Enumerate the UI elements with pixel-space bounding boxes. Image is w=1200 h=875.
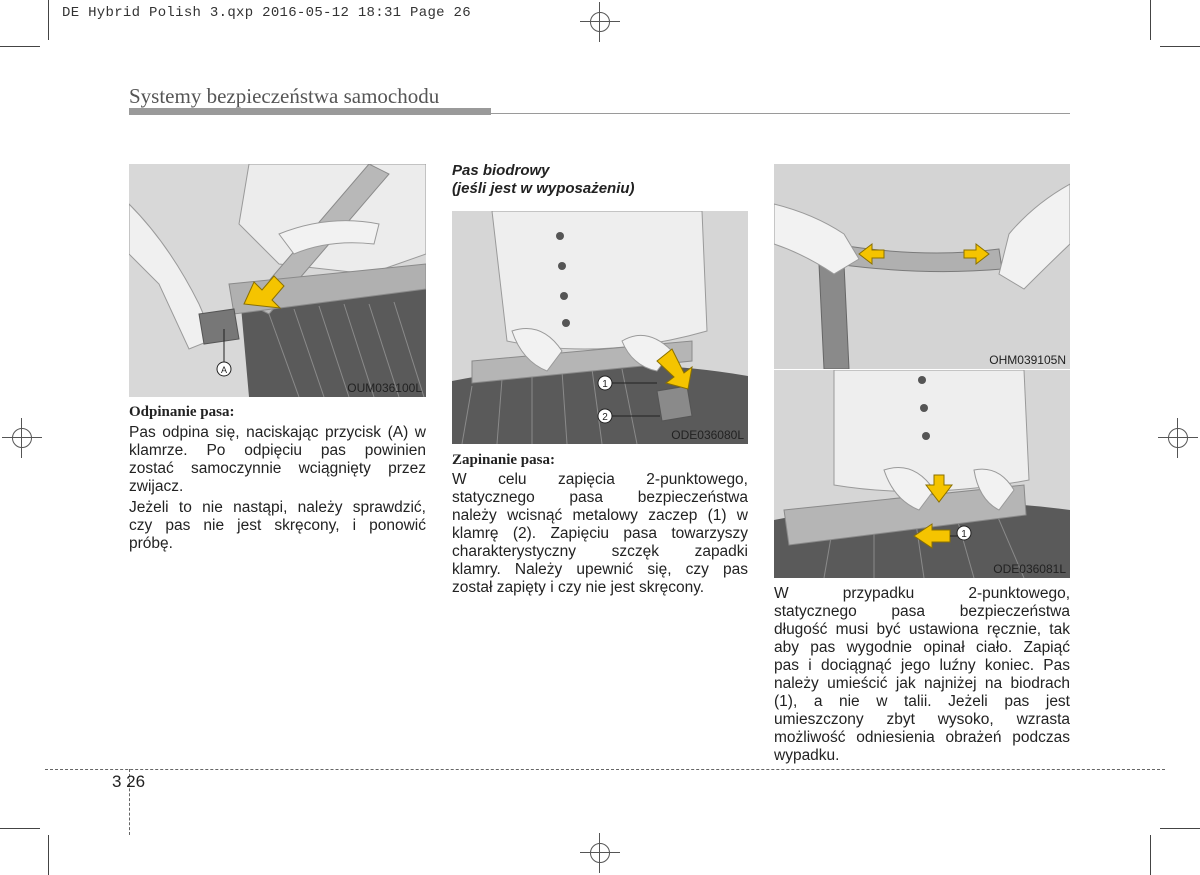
crop-mark xyxy=(0,828,40,829)
text-line: klamry. Należy upewnić się, czy pas xyxy=(452,561,748,578)
text-line: zostać samoczynnie wciągnięty przez xyxy=(129,460,426,477)
figure-code: OHM039105N xyxy=(989,353,1066,367)
label-a: A xyxy=(220,365,228,375)
text-line: umieszczony zbyt wysoko, wzrasta xyxy=(774,711,1070,728)
figure-lap-belt-fastening xyxy=(452,211,748,444)
registration-mark xyxy=(580,2,620,42)
text-line: Pas odpina się, naciskając przycisk (A) w xyxy=(129,424,426,441)
crop-mark xyxy=(0,46,40,47)
callout-1: 1 xyxy=(961,529,967,540)
footer-dashed-rule xyxy=(45,769,1165,770)
text-line: długość musi być ustawiona ręcznie, tak xyxy=(774,621,1070,638)
text-line: próbę. xyxy=(129,535,173,552)
section-title: Systemy bezpieczeństwa samochodu xyxy=(129,84,440,108)
figure-belt-position xyxy=(774,370,1070,578)
heading-fastening: Zapinanie pasa: xyxy=(452,452,555,468)
text-line: W celu zapięcia 2-punktowego, xyxy=(452,471,748,488)
figure-code: ODE036080L xyxy=(671,428,744,442)
subhead-lap-belt: Pas biodrowy xyxy=(452,162,550,179)
crop-mark xyxy=(48,0,49,40)
print-slug: DE Hybrid Polish 3.qxp 2016-05-12 18:31 Page 26 xyxy=(62,5,471,21)
text-line: możliwość odniesienia obrażeń podczas xyxy=(774,729,1070,746)
text-line: statycznego pasa bezpieczeństwa xyxy=(774,603,1070,620)
crop-mark xyxy=(1150,835,1151,875)
text-line: (1), a nie w talii. Jeżeli pas jest xyxy=(774,693,1070,710)
text-line: pas i dociągnąć jego luźny koniec. Pas xyxy=(774,657,1070,674)
text-line: Jeżeli to nie nastąpi, należy sprawdzić, xyxy=(129,499,426,516)
heading-unbuckling: Odpinanie pasa: xyxy=(129,404,235,420)
belt-adjust-illustration xyxy=(774,164,1070,369)
registration-mark xyxy=(1158,418,1198,458)
text-line: aby pas wygodnie opinał ciało. Zapiąć xyxy=(774,639,1070,656)
text-line: klamrze. Po odpięciu pas powinien xyxy=(129,442,426,459)
text-line: klamrę (2). Zapięciu pasa towarzyszy xyxy=(452,525,748,542)
text-line: zwijacz. xyxy=(129,478,184,495)
registration-mark xyxy=(580,833,620,873)
page-number: 3 26 xyxy=(112,772,146,791)
figure-code: ODE036081L xyxy=(993,562,1066,576)
unbuckling-illustration xyxy=(129,164,426,397)
header-rule-thick xyxy=(129,108,491,115)
text-line: należy wcisnąć metalowy zaczep (1) w xyxy=(452,507,748,524)
belt-position-illustration xyxy=(774,370,1070,578)
text-line: statycznego pasa bezpieczeństwa xyxy=(452,489,748,506)
text-line: został zapięty i czy nie jest skręcony. xyxy=(452,579,705,596)
crop-mark xyxy=(48,835,49,875)
text-line: W przypadku 2-punktowego, xyxy=(774,585,1070,602)
subhead-if-equipped: (jeśli jest w wyposażeniu) xyxy=(452,180,635,197)
text-line: czy pas nie jest skręcony, i ponowić xyxy=(129,517,426,534)
figure-code: OUM036100L xyxy=(347,381,422,395)
header-rule-thin xyxy=(491,113,1070,114)
text-line: wypadku. xyxy=(774,747,840,764)
text-line: należy umieścić jak najniżej na biodrach xyxy=(774,675,1070,692)
lap-belt-illustration xyxy=(452,211,748,444)
registration-mark xyxy=(2,418,42,458)
figure-unbuckling xyxy=(129,164,426,397)
callout-1: 1 xyxy=(602,379,608,390)
crop-mark xyxy=(1160,46,1200,47)
callout-2: 2 xyxy=(602,412,608,423)
crop-mark xyxy=(1150,0,1151,40)
text-line: charakterystyczny szczęk zapadki xyxy=(452,543,748,560)
crop-mark xyxy=(1160,828,1200,829)
figure-belt-adjust xyxy=(774,164,1070,369)
